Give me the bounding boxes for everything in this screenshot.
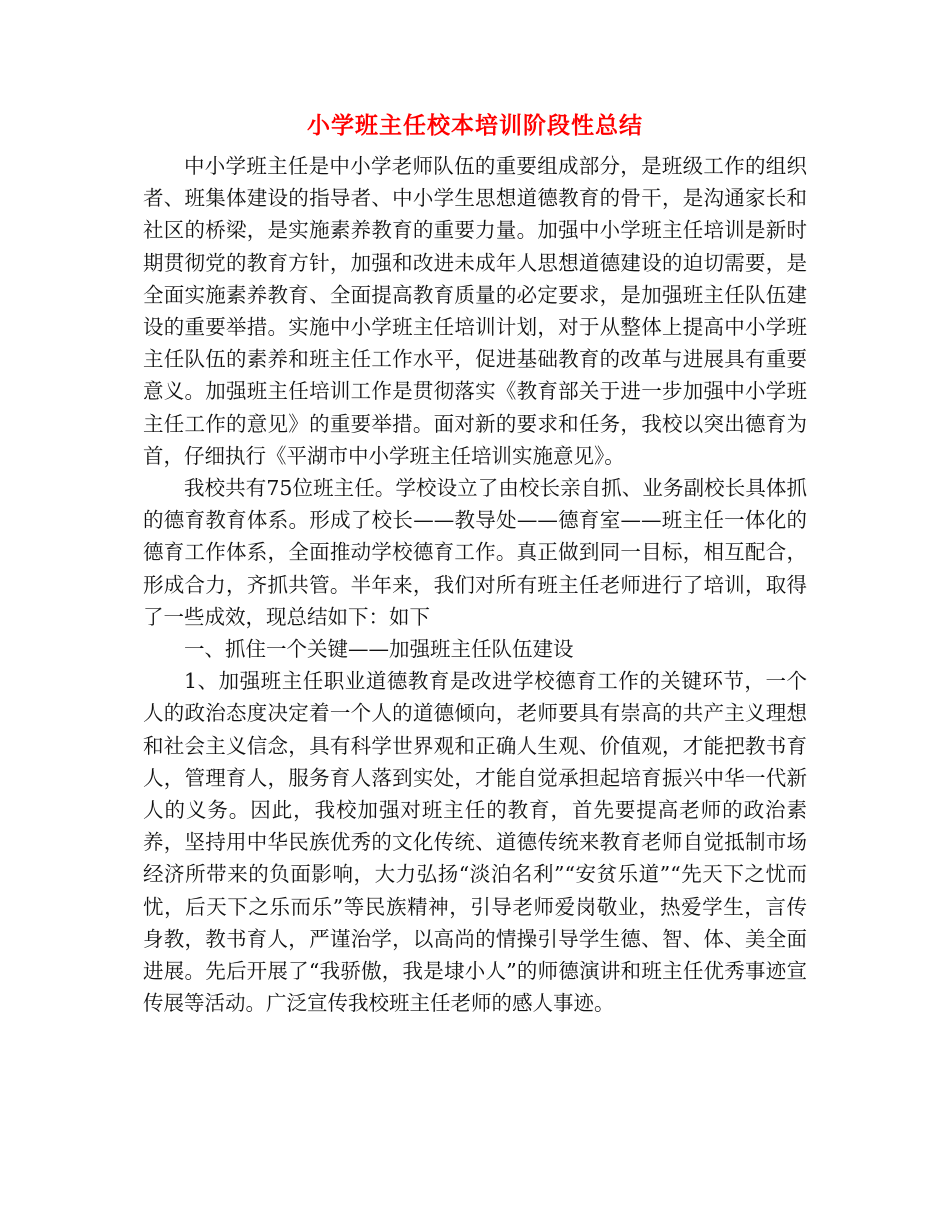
document-body [143, 150, 807, 1019]
document-title: 小学班主任校本培训阶段性总结 [307, 112, 643, 139]
section-heading: 一、抓住一个关键——加强班主任队伍建设 [184, 637, 574, 662]
paragraph-overview: 我校共有75位班主任。学校设立了由校长亲自抓、业务副校长具体抓的德育教育体系。形成了校长——教导处——德育室——班主任一体化的德育工作体系，全面推动学校德育工作。真正做到同一目标，相互配合，形成合力，齐抓共管。半年来，我们对所有班主任老师进行了培训，取得了一些成效，现总结如下：如下 [143, 476, 807, 629]
paragraph-point-1: 1、加强班主任职业道德教育是改进学校德育工作的关键环节，一个人的政治态度决定着一个人的道德倾向，老师要具有崇高的共产主义理想和社会主义信念，具有科学世界观和正确人生观、价值观，才能把教书育人，管理育人，服务育人落到实处，才能自觉承担起培育振兴中华一代新人的义务。因此，我校加强对班主任的教育，首先要提高老师的政治素养，坚持用中华民族优秀的文化传统、道德传统来教育老师自觉抵制市场经济所带来的负面影响，大力弘扬“淡泊名利”“安贫乐道”“先天下之忧而忧，后天下之乐而乐”等民族精神，引导老师爱岗敬业，热爱学生，言传身教，教书育人，严谨治学，以高尚的情操引导学生德、智、体、美全面进展。先后开展了“我骄傲，我是埭小人”的师德演讲和班主任优秀事迹宣传展等活动。广泛宣传我校班主任老师的感人事迹。 [143, 669, 807, 1016]
paragraph-intro: 中小学班主任是中小学老师队伍的重要组成部分，是班级工作的组织者、班集体建设的指导者、中小学生思想道德教育的骨干，是沟通家长和社区的桥梁，是实施素养教育的重要力量。加强中小学班主任培训是新时期贯彻党的教育方针，加强和改进未成年人思想道德建设的迫切需要，是全面实施素养教育、全面提高教育质量的必定要求，是加强班主任队伍建设的重要举措。实施中小学班主任培训计划，对于从整体上提高中小学班主任队伍的素养和班主任工作水平，促进基础教育的改革与进展具有重要意义。加强班主任培训工作是贯彻落实《教育部关于进一步加强中小学班主任工作的意见》的重要举措。面对新的要求和任务，我校以突出德育为首，仔细执行《平湖市中小学班主任培训实施意见》。 [143, 154, 807, 468]
